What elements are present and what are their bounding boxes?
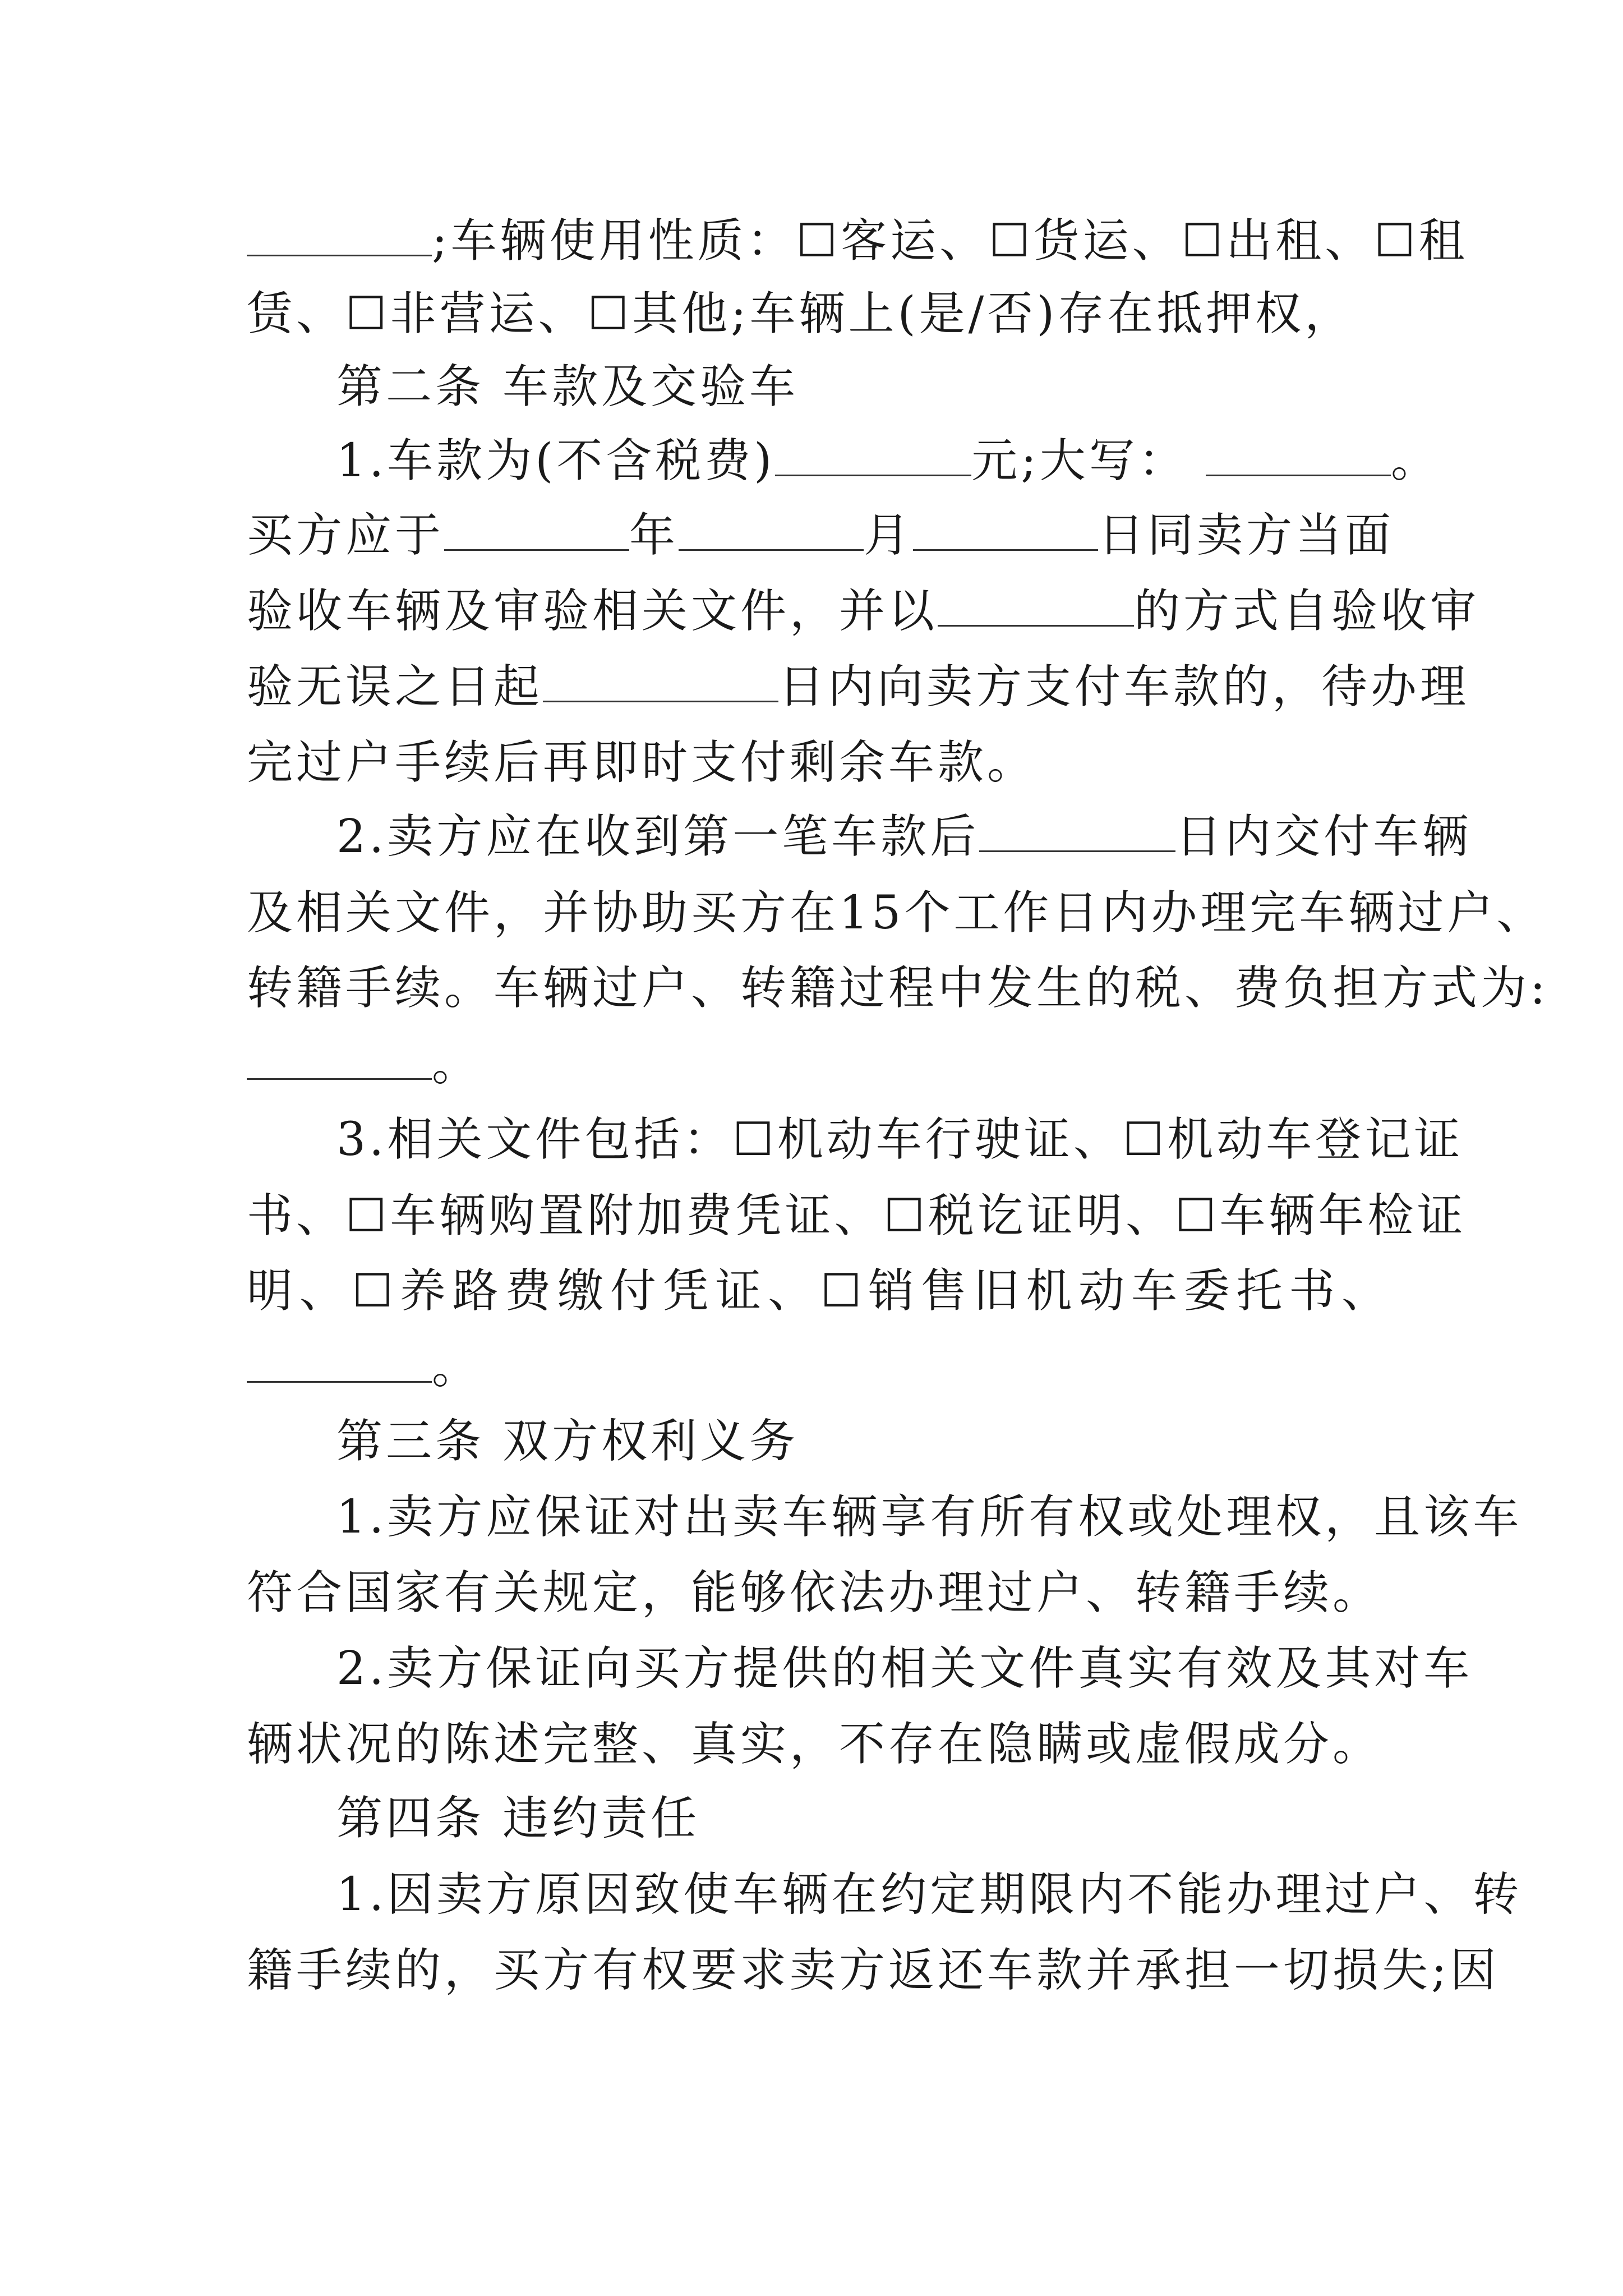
payment-days-blank[interactable] — [543, 660, 778, 702]
line-vehicle-usage: ;车辆使用性质：☐客运、☐货运、☐出租、☐租 — [247, 213, 1468, 269]
article-2-title: 第二条 车款及交验车 — [336, 360, 799, 413]
month-blank[interactable] — [679, 509, 864, 551]
line-regulations: 符合国家有关规定，能够依法办理过户、转籍手续。 — [247, 1566, 1382, 1619]
tax-method-blank[interactable] — [247, 1038, 432, 1080]
line-tax-burden: 转籍手续。车辆过户、转籍过程中发生的税、费负担方式为: — [247, 961, 1549, 1015]
line-payment-days: 验无误之日起 日内向卖方支付车款的，待办理 — [247, 660, 1470, 714]
article-3-title: 第三条 双方权利义务 — [336, 1415, 799, 1468]
day-blank[interactable] — [913, 509, 1098, 551]
line-transfer: 及相关文件，并协助买方在15个工作日内办理完车辆过户、 — [247, 886, 1546, 940]
blank-field[interactable] — [247, 214, 432, 256]
line-documents-3: 明、☐养路费缴付凭证、☐销售旧机动车委托书、 — [247, 1264, 1391, 1318]
line-delivery: 2.卖方应在收到第一笔车款后 日内交付车辆 — [336, 810, 1472, 863]
line-breach-1: 1.因卖方原因致使车辆在约定期限内不能办理过户、转 — [336, 1868, 1523, 1921]
price-uppercase-blank[interactable] — [1206, 434, 1391, 476]
delivery-days-blank[interactable] — [979, 810, 1175, 852]
line-documents-blank: 。 — [247, 1340, 481, 1396]
line-mortgage: 赁、☐非营运、☐其他;车辆上(是/否)存在抵押权， — [247, 287, 1354, 341]
line-remaining-payment: 完过户手续后再即时支付剩余车款。 — [247, 736, 1037, 789]
line-vehicle-condition: 辆状况的陈述完整、真实，不存在隐瞒或虚假成分。 — [247, 1718, 1382, 1771]
line-tax-blank: 。 — [247, 1037, 481, 1093]
line-documents-1: 3.相关文件包括：☐机动车行驶证、☐机动车登记证 — [336, 1113, 1464, 1166]
article-4-title: 第四条 违约责任 — [336, 1792, 700, 1845]
line-ownership: 1.卖方应保证对出卖车辆享有所有权或处理权，且该车 — [336, 1490, 1523, 1544]
line-price: 1.车款为(不含税费) 元;大写： 。 — [336, 434, 1440, 487]
method-blank[interactable] — [938, 585, 1134, 627]
line-documents-2: 书、☐车辆购置附加费凭证、☐税讫证明、☐车辆年检证 — [247, 1189, 1467, 1243]
line-breach-2: 籍手续的，买方有权要求卖方返还车款并承担一切损失;因 — [247, 1944, 1500, 1997]
price-blank[interactable] — [775, 434, 971, 476]
line-documents-valid: 2.卖方保证向买方提供的相关文件真实有效及其对车 — [336, 1642, 1473, 1695]
other-documents-blank[interactable] — [247, 1341, 432, 1383]
year-blank[interactable] — [444, 509, 629, 551]
line-inspection-date: 买方应于 年 月 日同卖方当面 — [247, 509, 1395, 562]
line-inspection-method: 验收车辆及审验相关文件，并以 的方式自验收审 — [247, 585, 1480, 638]
